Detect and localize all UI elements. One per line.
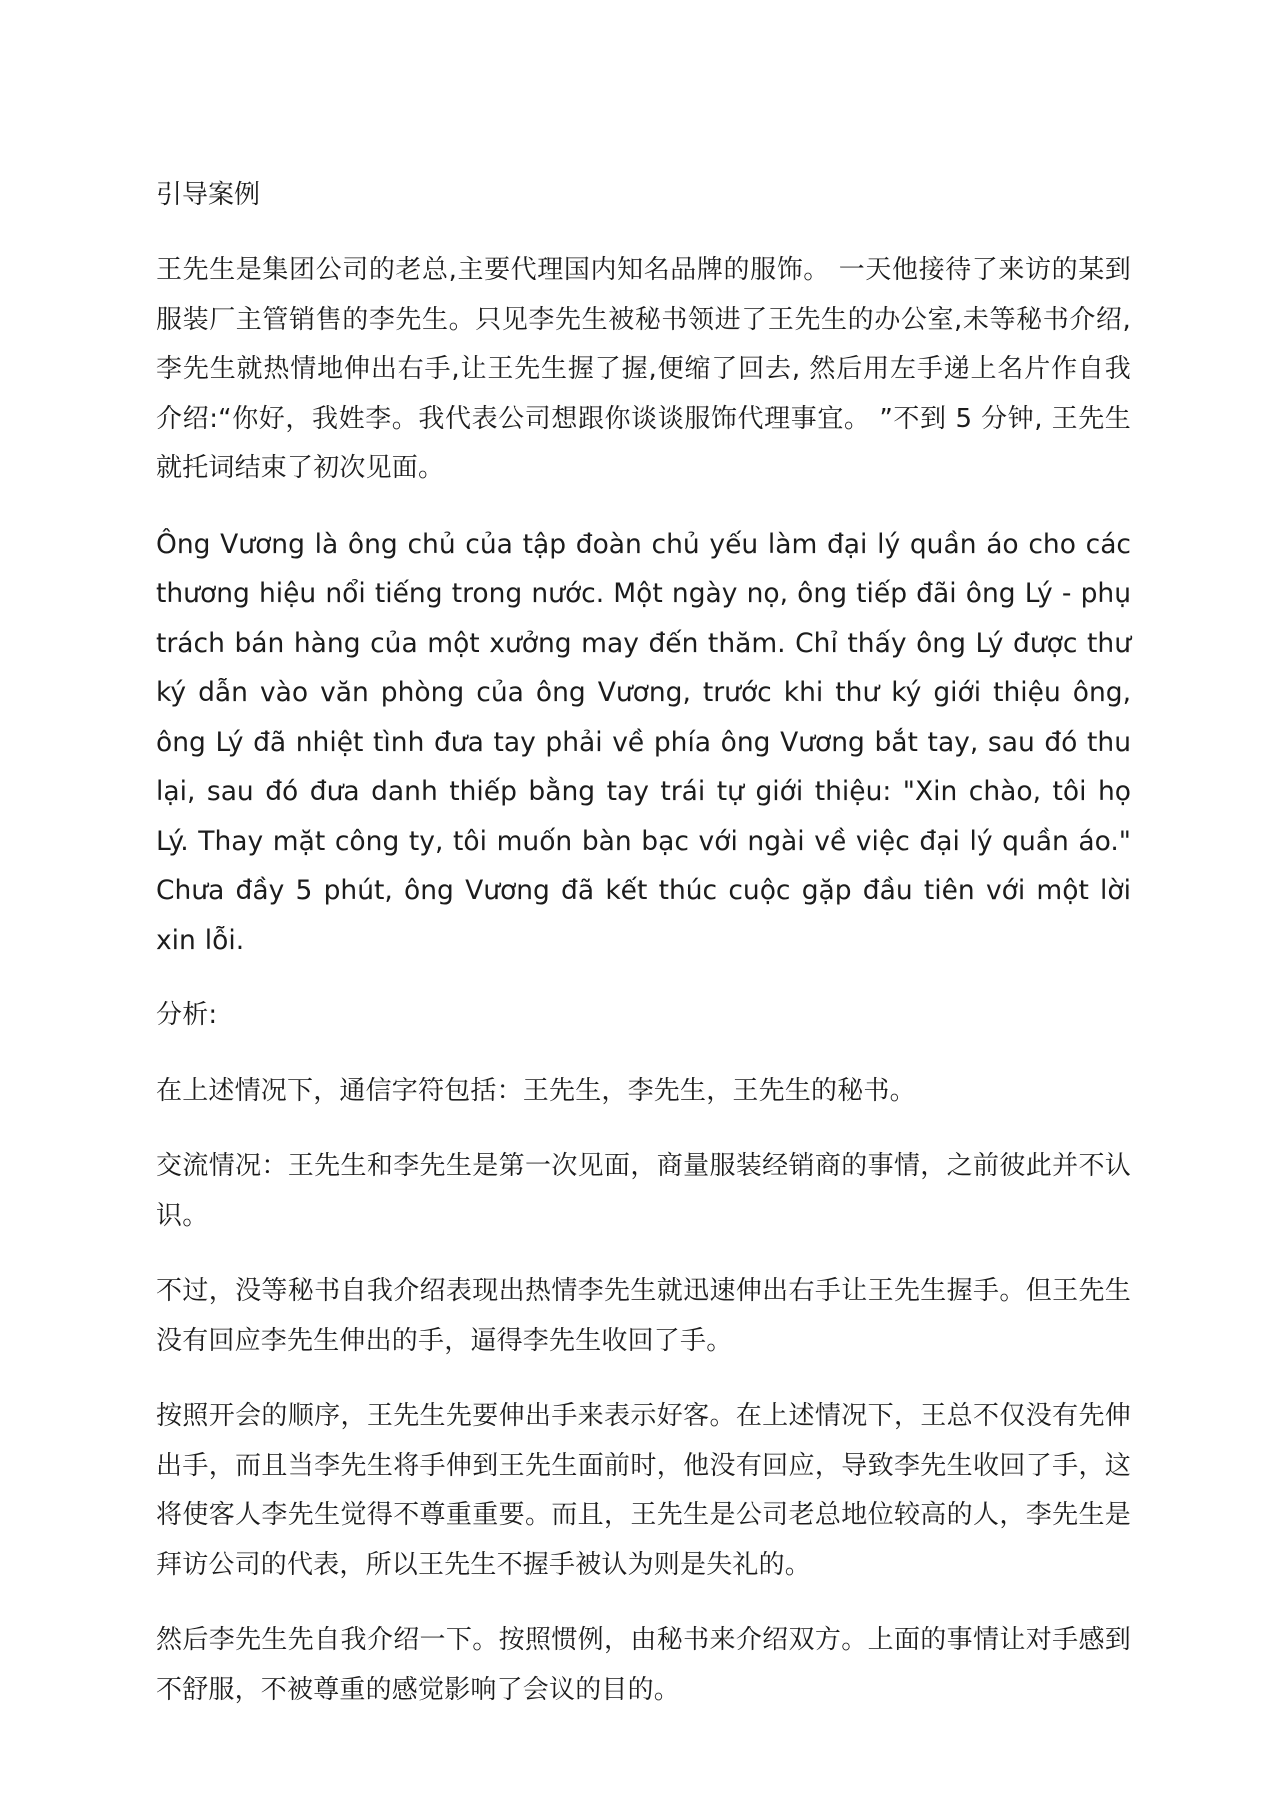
analysis-heading: 分析: [156,1000,218,1030]
case-paragraph-chinese: 王先生是集团公司的老总,主要代理国内知名品牌的服饰。 一天他接待了来访的某到服装厂主管销售的李先生。只见李先生被秘书领进了王先生的办公室,未等秘书介绍,李先生就热情地伸出右手,让王先生握了握,便缩了回去, 然后用左手递上名片作自我介绍:“你好，我姓李。我代表公司想跟你谈谈服饰代理事宜。 ”不到 5 分钟, 王先生就托词结束了初次见面。 [156,255,1131,483]
case-title: 引导案例 [156,180,261,210]
analysis-paragraph: 交流情况：王先生和李先生是第一次见面，商量服装经销商的事情，之前彼此并不认识。 [156,1151,1131,1231]
analysis-paragraph: 在上述情况下，通信字符包括：王先生，李先生，王先生的秘书。 [156,1075,916,1106]
analysis-paragraph: 按照开会的顺序，王先生先要伸出手来表示好客。在上述情况下，王总不仅没有先伸出手，而且当李先生将手伸到王先生面前时，他没有回应，导致李先生收回了手，这将使客人李先生觉得不尊重重要。而且，王先生是公司老总地位较高的人，李先生是拜访公司的代表，所以王先生不握手被认为则是失礼的。 [156,1401,1131,1580]
case-paragraph-vietnamese: Ông Vương là ông chủ của tập đoàn chủ yếu làm đại lý quần áo cho các thương hiệu nổi tiếng trong nước. Một ngày nọ, ông tiếp đãi ông Lý - phụ trách bán hàng của một xưởng may đến thăm. Chỉ thấy ông Lý được thư ký dẫn vào văn phòng của ông Vương, trước khi thư ký giới thiệu ông, ông Lý đã nhiệt tình đưa tay phải về phía ông Vương bắt tay, sau đó thu lại, sau đó đưa danh thiếp bằng tay trái tự giới thiệu: "Xin chào, tôi họ Lý. Thay mặt công ty, tôi muốn bàn bạc với ngài về việc đại lý quần áo." Chưa đầy 5 phút, ông Vương đã kết thúc cuộc gặp đầu tiên với một lời xin lỗi. [156,528,1131,956]
analysis-paragraph: 然后李先生先自我介绍一下。按照惯例，由秘书来介绍双方。上面的事情让对手感到不舒服，不被尊重的感觉影响了会议的目的。 [156,1625,1131,1705]
analysis-paragraph: 不过，没等秘书自我介绍表现出热情李先生就迅速伸出右手让王先生握手。但王先生没有回应李先生伸出的手，逼得李先生收回了手。 [156,1276,1131,1356]
document-page [156,170,1131,1715]
